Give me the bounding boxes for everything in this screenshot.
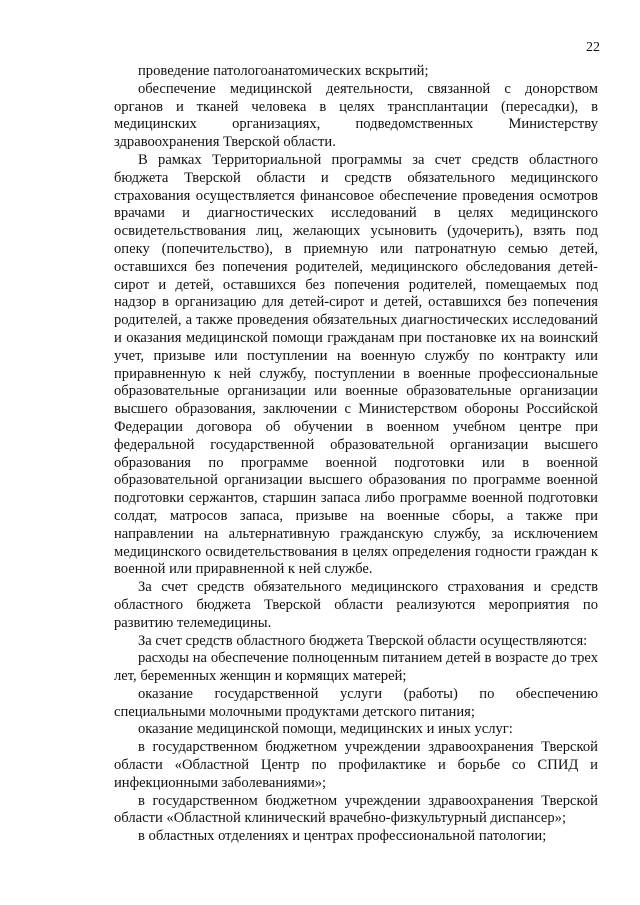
paragraph: расходы на обеспечение полноценным питанием детей в возрасте до трех лет, беременных женщин и кормящих матерей;	[114, 650, 598, 685]
paragraph: в государственном бюджетном учреждении здравоохранения Тверской области «Областной Центр по профилактике и борьбе со СПИД и инфекционными заболеваниями»;	[114, 739, 598, 791]
paragraph: оказание государственной услуги (работы) по обеспечению специальными молочными продуктами детского питания;	[114, 685, 598, 720]
paragraph: проведение патологоанатомических вскрытий;	[138, 63, 429, 79]
paragraph: оказание медицинской помощи, медицинских и иных услуг:	[138, 721, 513, 738]
paragraph: В рамках Территориальной программы за счет средств областного бюджета Тверской области и средств обязательного медицинского страхования осуществляется финансовое обеспечение проведения осмотров врачами и диагностических исследований в целях медицинского освидетельствования лиц, желающих усыновить (удочерить), взять под опеку (попечительство), в приемную или патронатную семью детей, оставшихся без попечения родителей, медицинского обследования детей-сирот и детей, оставшихся без попечения родителей, помещаемых под надзор в организацию для детей-сирот и детей, оставшихся без попечения родителей, а также проведения обязательных диагностических исследований и оказания медицинской помощи гражданам при постановке их на воинский учет, призыве или поступлении на военную службу по контракту или приравненную к ней службу, поступлении в военные профессиональные образовательные организации или военные образовательные организации высшего образования, заключении с Министерством обороны Российской Федерации договора об обучении в военном учебном центре при федеральной государственной образовательной организации высшего образования по программе военной подготовки или в военной образовательной организации высшего образования по программе военной подготовки сержантов, старшин запаса либо программе военной подготовки солдат, матросов запаса, призыве на военные сборы, а также при направлении на альтернативную гражданскую службу, за исключением медицинского освидетельствования в целях определения годности граждан к военной или приравненной к ней службе.	[114, 151, 598, 578]
document-body	[114, 63, 598, 846]
paragraph: За счет средств областного бюджета Тверской области осуществляются:	[138, 632, 588, 649]
paragraph: в государственном бюджетном учреждении здравоохранения Тверской области «Областной клинический врачебно-физкультурный диспансер»;	[114, 792, 598, 827]
page-number: 22	[586, 40, 600, 55]
paragraph: обеспечение медицинской деятельности, связанной с донорством органов и тканей человека в целях трансплантации (пересадки), в медицинских организациях, подведомственных Министерству здравоохранения Тверской области.	[114, 80, 598, 151]
paragraph: За счет средств обязательного медицинского страхования и средств областного бюджета Тверской области реализуются мероприятия по развитию телемедицины.	[114, 579, 598, 631]
paragraph: в областных отделениях и центрах профессиональной патологии;	[138, 828, 547, 845]
